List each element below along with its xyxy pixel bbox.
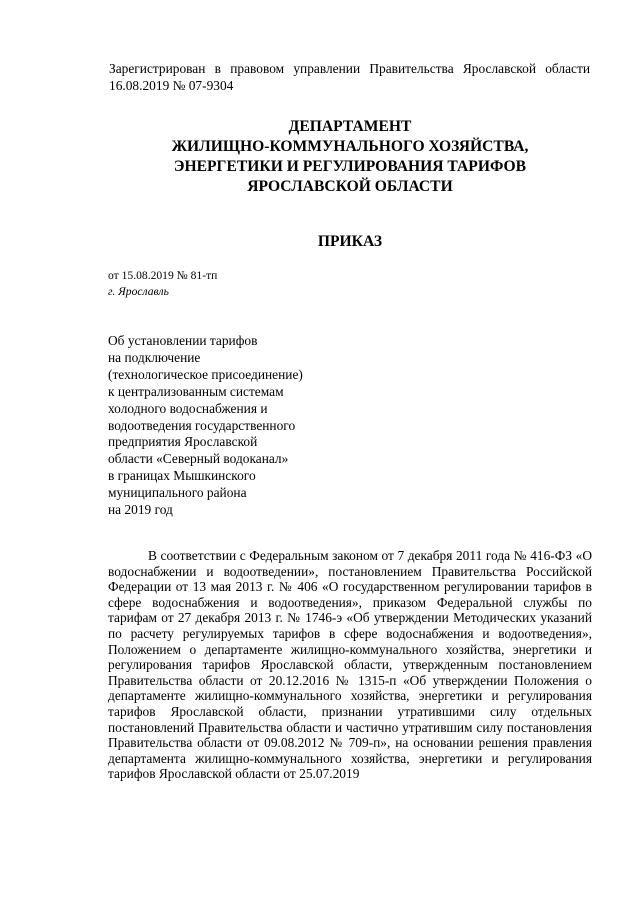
subject-line: в границах Мышкинского — [108, 468, 256, 484]
subject-line: на подключение — [108, 349, 201, 365]
subject-line: на 2019 год — [108, 502, 173, 518]
document-type-title: ПРИКАЗ — [317, 233, 383, 250]
city: г. Ярославль — [108, 285, 169, 298]
subject-line: предприятия Ярославской — [108, 434, 258, 450]
header-line: ДЕПАРТАМЕНТ — [288, 118, 412, 135]
order-subject — [108, 333, 348, 519]
subject-line: (технологическое присоединение) — [108, 366, 303, 382]
body-paragraph: В соответствии с Федеральным законом от 7 декабря 2011 года № 416-ФЗ «О водоснабжении и водоотведении», постановлением Правительства Российской Федерации от 13 мая 2013 г. № 406 «О государственном регулировании тарифов в сфере водоснабжения и водоотведения», приказом Федеральной службы по тарифам от 27 декабря 2013 г. № 1746-э «Об утверждении Методических указаний по расчету регулируемых тарифов в сфере водоснабжения и водоотведения», Положением о департаменте жилищно-коммунального хозяйства, энергетики и регулирования тарифов Ярославской области, утвержденным постановлением Правительства области от 20.12.2016 № 1315-п «Об утверждении Положения о департаменте жилищно-коммунального хозяйства, энергетики и регулирования тарифов Ярославской области, признании утратившими силу отдельных постановлений Правительства области и частично утратившим силу постановления Правительства области от 09.08.2012 № 709-п», на основании решения правления департамента жилищно-коммунального хозяйства, энергетики и регулирования тарифов Ярославской области от 25.07.2019 — [108, 548, 592, 782]
subject-line: муниципального района — [108, 485, 247, 501]
subject-line: холодного водоснабжения и — [108, 400, 268, 416]
subject-line: к централизованным системам — [108, 383, 284, 399]
subject-line: водоотведения государственного — [108, 417, 296, 433]
document-meta — [108, 268, 217, 300]
date-number: от 15.08.2019 № 81-тп — [108, 269, 218, 282]
header-line: ЭНЕРГЕТИКИ И РЕГУЛИРОВАНИЯ ТАРИФОВ — [173, 158, 527, 175]
header-line: ЖИЛИЩНО-КОММУНАЛЬНОГО ХОЗЯЙСТВА, — [171, 138, 529, 155]
subject-line: области «Северный водоканал» — [108, 451, 289, 467]
registration-note: Зарегистрирован в правовом управлении Правительства Ярославской области 16.08.2019 № 07-9304 — [109, 61, 590, 93]
department-header — [100, 117, 600, 197]
subject-line: Об установлении тарифов — [108, 333, 258, 348]
header-line: ЯРОСЛАВСКОЙ ОБЛАСТИ — [247, 178, 453, 195]
